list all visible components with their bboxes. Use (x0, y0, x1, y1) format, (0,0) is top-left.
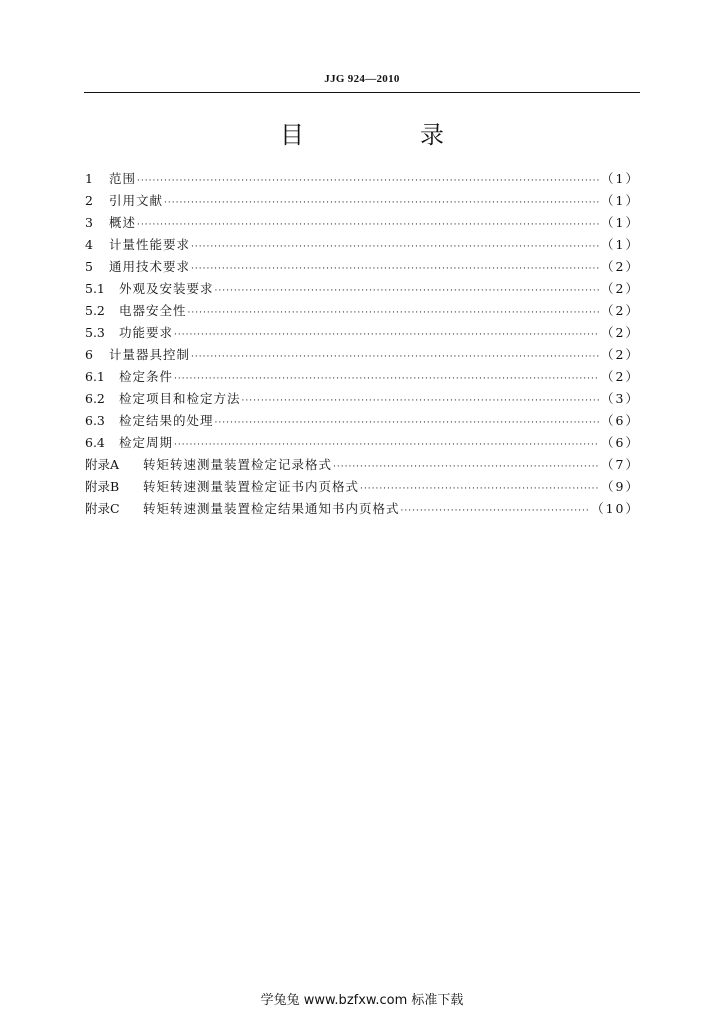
toc-entry-page: （2） (601, 369, 640, 384)
toc-entry[interactable] (85, 168, 640, 190)
toc-dot-leader (174, 324, 599, 346)
toc-entry-number: 6.1 (85, 369, 105, 384)
toc-entry-label: 范围 (109, 171, 137, 186)
toc-entry-label: 功能要求 (119, 325, 174, 340)
toc-entry-number: 5.1 (85, 281, 105, 296)
toc-entry-number: 附录B (85, 479, 120, 494)
toc-entry-number: 2 (85, 193, 93, 208)
toc-dot-leader (215, 280, 600, 302)
toc-entry-number: 5 (85, 259, 93, 274)
toc-entry[interactable] (85, 322, 640, 344)
toc-dot-leader (188, 302, 600, 324)
toc-entry-label: 转矩转速测量装置检定记录格式 (143, 457, 333, 472)
toc-entry-number: 4 (85, 237, 93, 252)
toc-entry-number: 5.2 (85, 303, 105, 318)
toc-dot-leader (174, 434, 599, 456)
toc-entry-page: （6） (601, 435, 640, 450)
toc-entry-page: （9） (601, 479, 640, 494)
footer-watermark-text: 学兔兔 www.bzfxw.com 标准下载 (260, 993, 464, 1008)
toc-dot-leader (215, 412, 600, 434)
toc-dot-leader (242, 390, 600, 412)
toc-list (85, 168, 640, 520)
toc-entry-number: 6 (85, 347, 93, 362)
toc-entry[interactable] (85, 190, 640, 212)
toc-entry-number: 3 (85, 215, 93, 230)
toc-entry-label: 外观及安装要求 (119, 281, 214, 296)
toc-entry[interactable] (85, 300, 640, 322)
toc-entry-label: 概述 (109, 215, 137, 230)
toc-entry-page: （2） (601, 303, 640, 318)
toc-entry[interactable] (85, 212, 640, 234)
toc-entry-page: （2） (601, 347, 640, 362)
toc-entry-label: 计量性能要求 (109, 237, 191, 252)
toc-entry-number: 附录C (85, 501, 120, 516)
toc-entry-number: 6.3 (85, 413, 105, 428)
toc-entry-page: （2） (601, 259, 640, 274)
toc-entry-page: （2） (601, 281, 640, 296)
toc-dot-leader (174, 368, 599, 390)
toc-entry-number: 6.2 (85, 391, 105, 406)
toc-entry-label: 电器安全性 (119, 303, 187, 318)
toc-entry[interactable] (85, 366, 640, 388)
toc-dot-leader (333, 456, 599, 478)
toc-entry-label: 检定条件 (119, 369, 174, 384)
toc-entry[interactable] (85, 234, 640, 256)
toc-entry[interactable] (85, 432, 640, 454)
toc-entry-label: 通用技术要求 (109, 259, 191, 274)
toc-dot-leader (191, 236, 599, 258)
toc-entry-page: （7） (601, 457, 640, 472)
toc-entry-label: 转矩转速测量装置检定结果通知书内页格式 (143, 501, 400, 516)
toc-entry-page: （1） (601, 193, 640, 208)
toc-entry-number: 附录A (85, 457, 120, 472)
toc-entry-label: 计量器具控制 (109, 347, 191, 362)
toc-entry-page: （6） (601, 413, 640, 428)
toc-entry[interactable] (85, 454, 640, 476)
toc-title: 目 录 (280, 121, 490, 149)
toc-entry-label: 检定周期 (119, 435, 174, 450)
toc-entry-page: （1） (601, 237, 640, 252)
toc-entry-label: 转矩转速测量装置检定证书内页格式 (143, 479, 360, 494)
toc-entry-number: 5.3 (85, 325, 105, 340)
toc-entry[interactable] (85, 278, 640, 300)
toc-entry-page: （1） (601, 215, 640, 230)
toc-entry-number: 6.4 (85, 435, 105, 450)
toc-entry-page: （2） (601, 325, 640, 340)
toc-entry-page: （3） (601, 391, 640, 406)
toc-dot-leader (360, 478, 599, 500)
toc-entry[interactable] (85, 388, 640, 410)
toc-entry[interactable] (85, 498, 640, 520)
toc-entry-page: （10） (591, 501, 640, 516)
toc-dot-leader (164, 192, 599, 214)
toc-entry-number: 1 (85, 171, 93, 186)
toc-entry-label: 引用文献 (109, 193, 164, 208)
toc-entry-label: 检定项目和检定方法 (119, 391, 241, 406)
toc-entry-page: （1） (601, 171, 640, 186)
toc-entry[interactable] (85, 344, 640, 366)
toc-dot-leader (191, 346, 599, 368)
toc-entry[interactable] (85, 256, 640, 278)
toc-dot-leader (191, 258, 599, 280)
toc-dot-leader (137, 170, 599, 192)
page-header-standard-code: JJG 924—2010 (84, 66, 640, 93)
toc-dot-leader (401, 500, 590, 522)
toc-entry[interactable] (85, 476, 640, 498)
toc-entry[interactable] (85, 410, 640, 432)
toc-dot-leader (137, 214, 599, 236)
toc-entry-label: 检定结果的处理 (119, 413, 214, 428)
